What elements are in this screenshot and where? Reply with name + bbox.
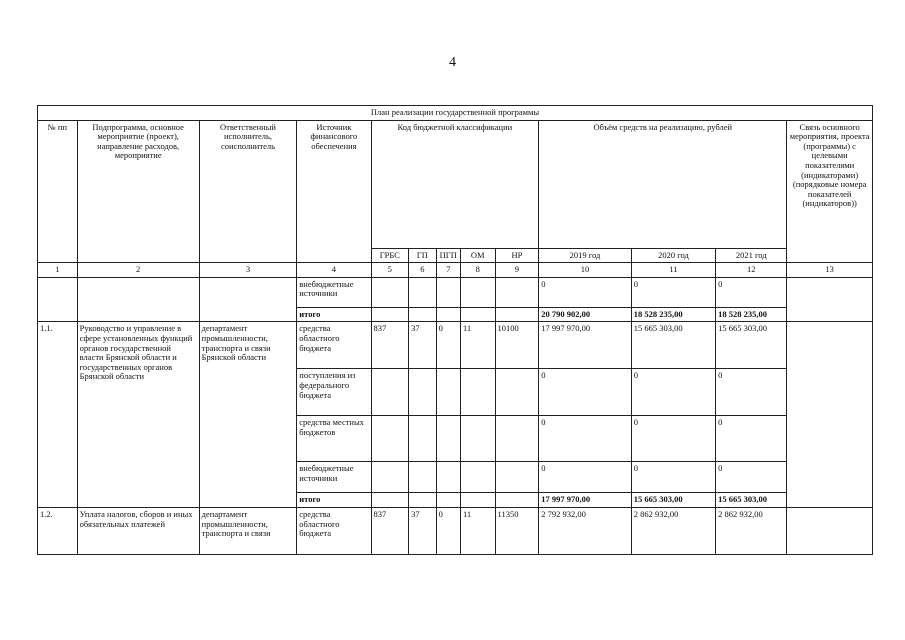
cell-om: 11	[460, 507, 495, 554]
cell-grbs	[371, 307, 409, 322]
cell-executor	[199, 277, 297, 322]
cell-grbs	[371, 493, 409, 508]
cell-2021: 0	[716, 416, 787, 462]
header-num: № пп	[38, 120, 78, 263]
header-2020: 2020 год	[631, 248, 715, 263]
header-funds: Объём средств на реализацию, рублей	[539, 120, 787, 248]
cell-2021: 15 665 303,00	[716, 322, 787, 369]
cell-source: внебюджетные источники	[297, 277, 371, 307]
cell-2019: 17 997 970,00	[539, 322, 632, 369]
cell-2021: 0	[716, 277, 787, 307]
cell-grbs: 837	[371, 322, 409, 369]
column-number: 10	[539, 263, 632, 278]
page-number: 4	[449, 55, 456, 70]
column-number: 12	[716, 263, 787, 278]
cell-gp	[409, 462, 436, 493]
table-row	[38, 277, 873, 307]
cell-om	[460, 493, 495, 508]
cell-pgp	[436, 277, 460, 307]
cell-grbs	[371, 462, 409, 493]
cell-source: поступления из федерального бюджета	[297, 369, 371, 416]
column-number: 5	[371, 263, 409, 278]
column-number: 6	[409, 263, 436, 278]
cell-np	[495, 307, 539, 322]
cell-2020: 15 665 303,00	[631, 493, 715, 508]
cell-2020: 0	[631, 277, 715, 307]
cell-executor: департамент промышленности, транспорта и связи	[199, 507, 297, 554]
cell-2019: 20 790 902,00	[539, 307, 632, 322]
cell-source: средства областного бюджета	[297, 322, 371, 369]
header-2021: 2021 год	[716, 248, 787, 263]
cell-gp	[409, 416, 436, 462]
cell-grbs: 837	[371, 507, 409, 554]
cell-2020: 18 528 235,00	[631, 307, 715, 322]
header-source: Источник финансового обеспечения	[297, 120, 371, 263]
cell-grbs	[371, 369, 409, 416]
cell-np	[495, 416, 539, 462]
column-number: 1	[38, 263, 78, 278]
header-om: ОМ	[460, 248, 495, 263]
cell-num	[38, 277, 78, 322]
cell-pgp: 0	[436, 507, 460, 554]
cell-pgp	[436, 369, 460, 416]
column-number: 4	[297, 263, 371, 278]
cell-name: Руководство и управление в сфере установленных функций органов государственной власти Брянской области и государственных органов Брянской области	[77, 322, 199, 508]
cell-indicators	[787, 277, 873, 322]
cell-gp	[409, 493, 436, 508]
cell-2020: 15 665 303,00	[631, 322, 715, 369]
cell-2019: 17 997 970,00	[539, 493, 632, 508]
column-number: 8	[460, 263, 495, 278]
cell-2019: 0	[539, 369, 632, 416]
cell-2021: 0	[716, 369, 787, 416]
cell-source: средства местных бюджетов	[297, 416, 371, 462]
cell-om	[460, 277, 495, 307]
cell-2020: 0	[631, 416, 715, 462]
cell-np: 11350	[495, 507, 539, 554]
cell-2021: 0	[716, 462, 787, 493]
cell-2020: 0	[631, 369, 715, 416]
cell-2021: 2 862 932,00	[716, 507, 787, 554]
column-number: 9	[495, 263, 539, 278]
column-number: 3	[199, 263, 297, 278]
cell-2020: 2 862 932,00	[631, 507, 715, 554]
cell-np	[495, 369, 539, 416]
cell-executor: департамент промышленности, транспорта и связи Брянской области	[199, 322, 297, 508]
header-indicator-link: Связь основного мероприятия, проекта (программы) с целевыми показателями (индикаторами) (порядковые номера показателей (индикаторов))	[787, 120, 873, 263]
cell-pgp: 0	[436, 322, 460, 369]
column-number: 2	[77, 263, 199, 278]
cell-pgp	[436, 416, 460, 462]
cell-om	[460, 307, 495, 322]
cell-2020: 0	[631, 462, 715, 493]
cell-2021: 18 528 235,00	[716, 307, 787, 322]
header-subprogram: Подпрограмма, основное мероприятие (проект), направление расходов, мероприятие	[77, 120, 199, 263]
cell-np	[495, 277, 539, 307]
column-number: 7	[436, 263, 460, 278]
program-plan-table	[37, 105, 873, 555]
cell-2019: 0	[539, 416, 632, 462]
cell-pgp	[436, 462, 460, 493]
cell-2021: 15 665 303,00	[716, 493, 787, 508]
cell-om	[460, 369, 495, 416]
table-row	[38, 507, 873, 554]
cell-name: Уплата налогов, сборов и иных обязательных платежей	[77, 507, 199, 554]
cell-np	[495, 462, 539, 493]
cell-num: 1.2.	[38, 507, 78, 554]
cell-source: итого	[297, 307, 371, 322]
cell-gp: 37	[409, 507, 436, 554]
cell-2019: 0	[539, 277, 632, 307]
cell-2019: 2 792 932,00	[539, 507, 632, 554]
header-budget-classification: Код бюджетной классификации	[371, 120, 539, 248]
cell-2019: 0	[539, 462, 632, 493]
cell-om: 11	[460, 322, 495, 369]
cell-indicators	[787, 322, 873, 508]
header-2019: 2019 год	[539, 248, 632, 263]
table-row	[38, 322, 873, 369]
cell-source: итого	[297, 493, 371, 508]
column-number: 13	[787, 263, 873, 278]
cell-om	[460, 416, 495, 462]
cell-indicators	[787, 507, 873, 554]
header-pgp: ПГП	[436, 248, 460, 263]
cell-num: 1.1.	[38, 322, 78, 508]
cell-pgp	[436, 307, 460, 322]
cell-gp	[409, 277, 436, 307]
cell-grbs	[371, 416, 409, 462]
cell-np: 10100	[495, 322, 539, 369]
cell-name	[77, 277, 199, 322]
cell-np	[495, 493, 539, 508]
cell-pgp	[436, 493, 460, 508]
cell-gp	[409, 307, 436, 322]
cell-source: средства областного бюджета	[297, 507, 371, 554]
cell-source: внебюджетные источники	[297, 462, 371, 493]
header-np: НР	[495, 248, 539, 263]
header-gp: ГП	[409, 248, 436, 263]
cell-gp	[409, 369, 436, 416]
cell-om	[460, 462, 495, 493]
table-title: План реализации государственной программы	[38, 106, 873, 121]
header-executor: Ответственный исполнитель, соисполнитель	[199, 120, 297, 263]
cell-grbs	[371, 277, 409, 307]
column-number: 11	[631, 263, 715, 278]
cell-gp: 37	[409, 322, 436, 369]
header-grbs: ГРБС	[371, 248, 409, 263]
